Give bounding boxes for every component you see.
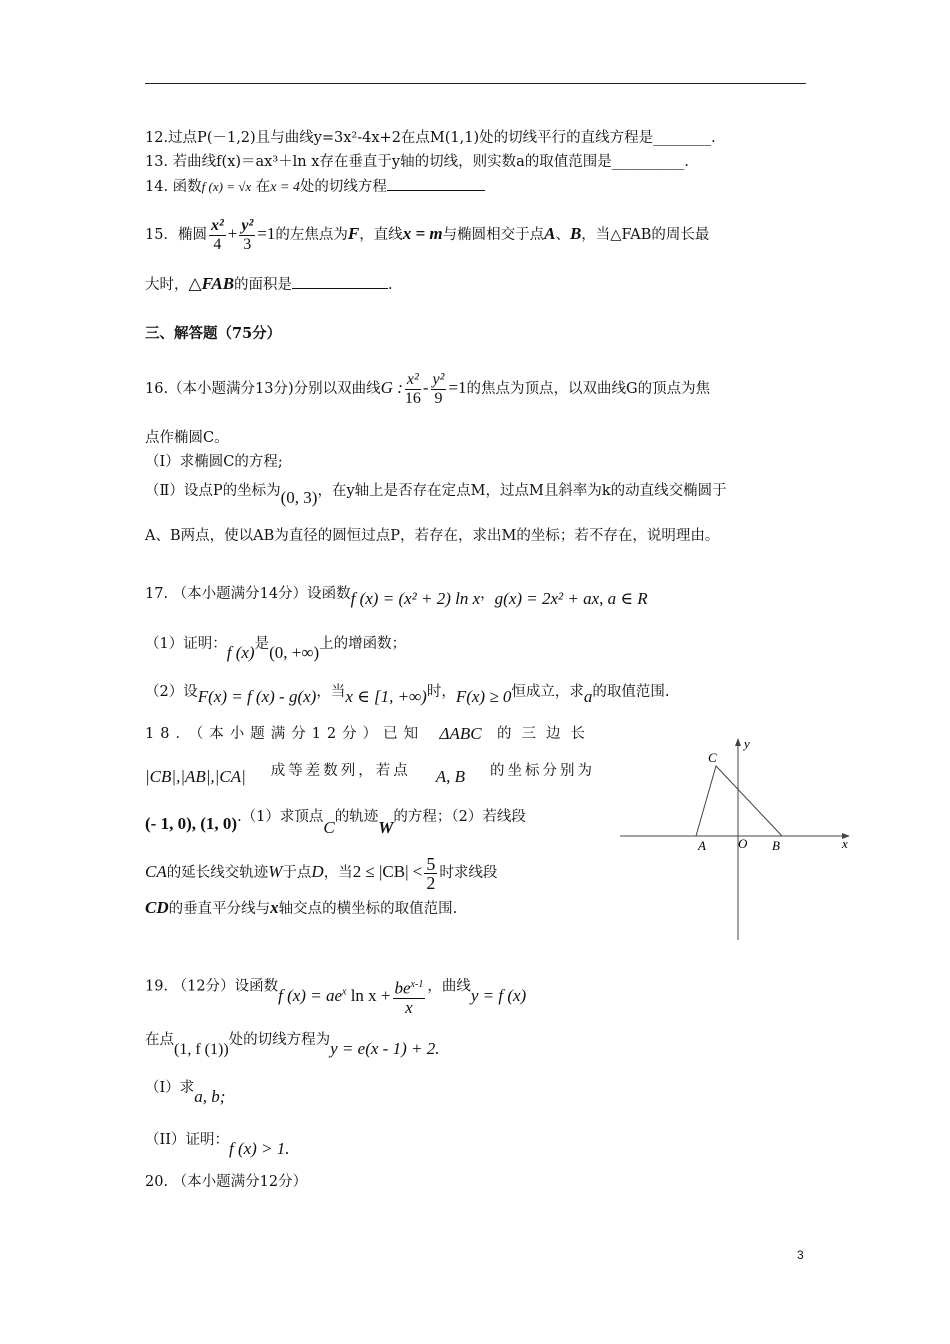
q15-fraction-y: $\frac{\text{y²}}{3}$ (241, 216, 254, 253)
q18-l4-mid1: 的延长线交轨迹 (166, 865, 269, 881)
question-15 (145, 214, 709, 255)
question-17 (145, 578, 648, 609)
y-axis-arrow-icon (735, 738, 741, 746)
q15-fraction-x: $\frac{\text{x²}}{4}$ (210, 216, 224, 253)
question-14 (145, 176, 485, 198)
q14-x-value: x = 4 (270, 180, 300, 195)
q17-p2-a: a (583, 687, 593, 706)
q14-answer-blank (387, 176, 485, 191)
q15-text-3: 与椭圆相交于点 (442, 227, 545, 243)
q18-l5-x: x (270, 898, 279, 917)
q18-figure (618, 730, 858, 942)
q16-p2-prefix: （Ⅱ）设点P的坐标为 (145, 483, 281, 499)
q16-part2 (145, 476, 727, 505)
q17-p2-x-range: x ∈ [1, +∞) (345, 687, 427, 706)
q18-l4-mid3: ，当 (323, 865, 353, 881)
q19-line2 (145, 1024, 440, 1058)
q15-l2-mid: 的面积是 (234, 277, 293, 293)
q17-p2-mid2: 时， (426, 684, 456, 700)
question-20: 20. （本小题满分12分） (145, 1174, 308, 1190)
q17-prefix: 17. （本小题满分14分）设函数 (145, 586, 351, 602)
q18-line4 (145, 852, 497, 893)
q16-point-p: (0, 3) (280, 488, 318, 507)
q15-point-a: A (544, 224, 556, 243)
q18-points-ab: A, B (435, 767, 466, 786)
q18-l1-prefix: 18．（本小题满分12分）已知 (145, 726, 425, 742)
q16-minus: - (422, 378, 429, 397)
q14-suffix: 处的切线方程 (299, 179, 387, 195)
q16-p2-suffix: ，在y轴上是否存在定点M，过点M且斜率为k的动直线交椭圆于 (317, 483, 727, 499)
q19-l2-prefix: 在点 (145, 1032, 174, 1048)
q16-line5: A、B两点，使以AB为直径的圆恒过点P，若存在，求出M的坐标；若不存在，说明理由。 (145, 528, 720, 544)
header-rule (145, 83, 806, 84)
q16-hyperbola-g: G : (380, 378, 403, 397)
q15-l2-prefix: 大时， (145, 277, 189, 293)
q19-function: f $(x) = ae^x$ ln x + (278, 985, 391, 1005)
q19-part2 (145, 1124, 290, 1158)
label-b: B (772, 838, 780, 853)
question-15-line2 (145, 274, 393, 295)
q17-function-g: g(x) = 2x² + ax, a ∈ R (494, 589, 648, 608)
q15-answer-blank (292, 274, 388, 289)
q15-sep: 、 (555, 227, 570, 243)
question-18 (145, 722, 595, 746)
q17-p1-suffix: 上的增函数； (319, 636, 407, 652)
q14-function: f (x) = √x (201, 179, 252, 194)
q19-curve: y = f (x) (470, 985, 527, 1005)
q16-equals: =1 (448, 378, 467, 397)
q16-part1: （Ⅰ）求椭圆C的方程; (145, 454, 283, 470)
q16-fraction-x: $\frac{\text{x²}}{16}$ (404, 370, 421, 407)
q17-p1-prefix: （1）证明： (145, 636, 227, 652)
q16-fraction-y: $\frac{\text{y²}}{9}$ (432, 370, 445, 407)
q18-l3-mid2: 的轨迹 (334, 809, 379, 825)
q17-comma: ， (480, 586, 495, 602)
q18-line3 (145, 802, 526, 837)
q17-p1-f: f (x) (226, 643, 255, 662)
q16-prefix: 16.（本小题满分13分)分别以双曲线 (145, 381, 381, 397)
q16-line2: 点作椭圆C。 (145, 430, 229, 446)
q15-prefix: 15．椭圆 (145, 227, 207, 243)
q17-p2-suffix: 的取值范围. (592, 684, 670, 700)
q19-tangent-eq: y = e(x - 1) + 2. (330, 1039, 440, 1058)
q18-line2 (145, 758, 595, 784)
q15-l2-suffix: . (388, 277, 393, 293)
q17-p2-mid1: ，当 (316, 684, 346, 700)
q18-segment-cd: CD (145, 898, 169, 917)
q19-l2-mid: 处的切线方程为 (228, 1032, 331, 1048)
q19-p1-prefix: （I）求 (145, 1080, 195, 1096)
label-a: A (698, 838, 706, 853)
q15-line-eq: x = m (402, 224, 443, 243)
q18-segment-ca: CA (145, 862, 167, 881)
q17-p2-mid3: 恒成立，求 (511, 684, 584, 700)
q17-part2 (145, 676, 670, 707)
q18-fraction: $\frac{5}{2}$ (426, 853, 436, 893)
section-heading: 三、解答题（75分） (145, 325, 282, 342)
q14-mid: 在 (251, 179, 271, 195)
q18-coords: (- 1, 0), (1, 0) (145, 814, 238, 833)
q15-text-4: ，当△FAB的周长最 (581, 227, 710, 243)
label-y: y (744, 736, 750, 751)
q18-triangle: ΔABC (439, 724, 482, 743)
q17-p1-interval: (0, +∞) (269, 643, 320, 662)
label-x: x (842, 836, 848, 851)
q17-p2-condition: F(x) ≥ 0 (455, 687, 512, 706)
q15-point-b: B (569, 224, 582, 243)
q15-text-2: ，直线 (359, 227, 403, 243)
q17-p2-big-f: F(x) = f (x) - g(x) (197, 687, 317, 706)
q18-l5-mid: 的垂直平分线与 (168, 901, 271, 917)
q18-l4-w: W (268, 862, 283, 881)
q15-equals: =1 (257, 224, 276, 243)
q18-l2-suffix: 的坐标分别为 (490, 763, 595, 779)
q18-l4-suffix: 时求线段 (439, 865, 498, 881)
q17-part1 (145, 628, 407, 662)
q18-point-d: D (311, 862, 324, 881)
q19-part1 (145, 1072, 226, 1106)
q18-l2-mid: 成等差数列，若点 (270, 763, 411, 779)
q15-focus-f: F (347, 224, 360, 243)
q19-fraction: $\frac{be^{x-1}}{x}$ (393, 976, 426, 1017)
question-19 (145, 960, 527, 1017)
question-16 (145, 366, 710, 411)
q19-p1-ab: a, b; (194, 1087, 226, 1106)
q19-p2-prefix: （II）证明： (145, 1132, 229, 1148)
q18-sides: |CB|,|AB|,|CA| (145, 767, 246, 786)
q17-p1-mid: 是 (254, 636, 270, 652)
triangle-abc (696, 766, 782, 836)
q18-l4-mid2: 于点 (282, 865, 312, 881)
q18-locus-w: W (378, 818, 394, 837)
question-13: 13. 若曲线f(x)＝ax³＋ln x存在垂直于y轴的切线，则实数a的取值范围是__________. (145, 154, 689, 170)
q18-inequality: 2 ≤ |CB| < (352, 862, 423, 881)
q19-p2-inequality: f (x) > 1. (228, 1139, 290, 1158)
q15-triangle: △FAB (188, 274, 235, 293)
q19-comma: ，曲线 (427, 978, 471, 995)
q18-point-c: C (323, 818, 335, 837)
q18-l1-suffix: 的三边长 (497, 726, 595, 742)
q17-function-f: f (x) = (x² + 2) ln x (350, 589, 481, 608)
q15-plus: + (227, 224, 238, 243)
q18-line5 (145, 898, 457, 919)
label-o: O (738, 836, 748, 851)
q18-l3-suffix: 的方程；（2）若线段 (393, 809, 526, 825)
q15-text-1: 的左焦点为 (275, 227, 348, 243)
q14-prefix: 14. 函数 (145, 179, 202, 195)
label-c: C (708, 750, 717, 765)
q18-l3-mid1: .（1）求顶点 (237, 809, 324, 825)
q16-suffix: 的焦点为顶点，以双曲线G的顶点为焦 (466, 381, 711, 397)
q19-prefix: 19. （12分）设函数 (145, 978, 279, 995)
page-number: 3 (797, 1248, 804, 1262)
q19-point: (1, f (1)) (174, 1041, 229, 1058)
q18-l5-suffix: 轴交点的横坐标的取值范围. (278, 901, 458, 917)
question-12: 12.过点P(－1,2)且与曲线y=3x²-4x+2在点M(1,1)处的切线平行的直线方程是________. (145, 130, 716, 146)
q17-p2-prefix: （2）设 (145, 684, 198, 700)
